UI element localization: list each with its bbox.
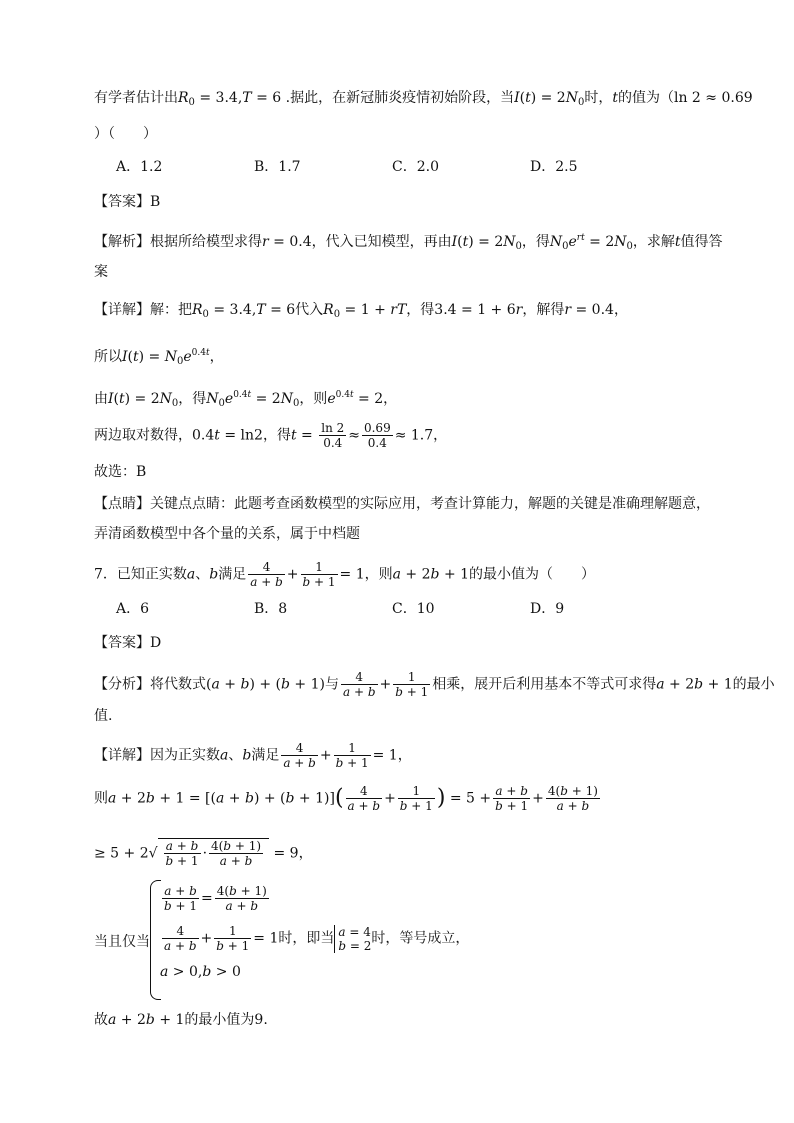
q7-eq-line: 当且仅当 [94, 934, 150, 950]
q7-option-d[interactable]: D．9 [530, 601, 565, 617]
q6-analysis-line1: 【解析】根据所给模型求得r = 0.4，代入已知模型，再由$I(t) = 2N_0$，得$N_0e^{rt} = 2N_0$，求解t值得答 [94, 233, 723, 252]
q6-log-line: 两边取对数得，0.4t = ln2，得t = $\frac{\ln 2}{0.4}$ ≈ $\frac{0.69}{0.4}$ ≈ 1.7， [94, 421, 448, 450]
q6-option-a[interactable]: A．1.2 [116, 159, 163, 175]
q6-point-line2: 弄清函数模型中各个量的关系，属于中档题 [94, 526, 360, 542]
q7-conclusion: 故a + 2b + 1的最小值为9. [94, 1012, 268, 1028]
q7-stem: 7．已知正实数a、b满足 $\frac{4}{a + b}$ + $\frac{1}{b + 1}$ = 1，则a + 2b + 1的最小值为（ ） [94, 560, 596, 589]
q6-option-b[interactable]: B．1.7 [254, 159, 301, 175]
cond-3: a > 0,b > 0 [160, 964, 241, 980]
q6-detail-line1: 【详解】解：把$R_0 = 3.4,T = 6$代入$R_0 = 1$ + rT，得3.4 = 1 + 6r，解得r = 0.4， [94, 302, 628, 320]
q6-so-line: 所以$I(t) = N_0e^{0.4t}$， [94, 348, 224, 367]
q6-from-line: 由$I(t) = 2N_0$，得$N_0e^{0.4t} = 2N_0$，则$e^{0.4t} = 2$， [94, 390, 398, 409]
q7-analysis-line2: 值. [94, 708, 113, 724]
q6-options [116, 157, 668, 177]
q7-detail-line3: ≥ 5 + 2√ $\frac{a + b}{b + 1}$ · $\frac{4(b + 1)}{a + b}$ = 9， [94, 839, 313, 868]
q6-stem-line1: 有学者估计出$R_0 = 3.4,T = 6$ .据此，在新冠肺炎疫情初始阶段，当$I(t) = 2N_0$时，t的值为（ln 2 ≈ 0.69 [94, 90, 753, 108]
q7-option-a[interactable]: A．6 [116, 601, 150, 617]
q6-option-c[interactable]: C．2.0 [392, 159, 439, 175]
q7-option-c[interactable]: C．10 [392, 601, 435, 617]
q6-point-line1: 【点睛】关键点点睛：此题考查函数模型的实际应用，考查计算能力，解题的关键是准确理解题意， [94, 496, 710, 512]
q7-detail-line1: 【详解】因为正实数a、b满足 $\frac{4}{a + b}$ + $\frac{1}{b + 1}$ = 1， [94, 741, 412, 770]
cond-1: $\frac{a + b}{b + 1}$ = $\frac{4(b + 1)}{a + b}$ [164, 884, 267, 913]
q6-stem-line2: ）（ ） [94, 126, 157, 142]
cond-2: $\frac{4}{a + b}$ + $\frac{1}{b + 1}$ = 1时，即当 a = 4 b = 2时，等号成立， [164, 924, 470, 953]
q7-detail-line2: 则a + 2b + 1 = [(a + b) + (b + 1)]( $\frac{4}{a + b}$ + $\frac{1}{b + 1}$ ) = 5 + $\frac{a + b}{b + 1}$ + $\frac{4(b + 1)}{a + b}$ [94, 784, 598, 813]
q6-analysis-line2: 案 [94, 264, 108, 280]
q7-option-b[interactable]: B．8 [254, 601, 288, 617]
q7-options [116, 599, 668, 619]
q6-answer: 【答案】B [94, 194, 161, 210]
q7-analysis-line1: 【分析】将代数式(a + b) + (b + 1)与 $\frac{4}{a + b}$ + $\frac{1}{b + 1}$ 相乘，展开后利用基本不等式可求得a + 2b + 1的最小 [94, 670, 775, 699]
q6-choose: 故选：B [94, 464, 147, 480]
q7-answer: 【答案】D [94, 635, 162, 651]
q6-option-d[interactable]: D．2.5 [530, 159, 578, 175]
